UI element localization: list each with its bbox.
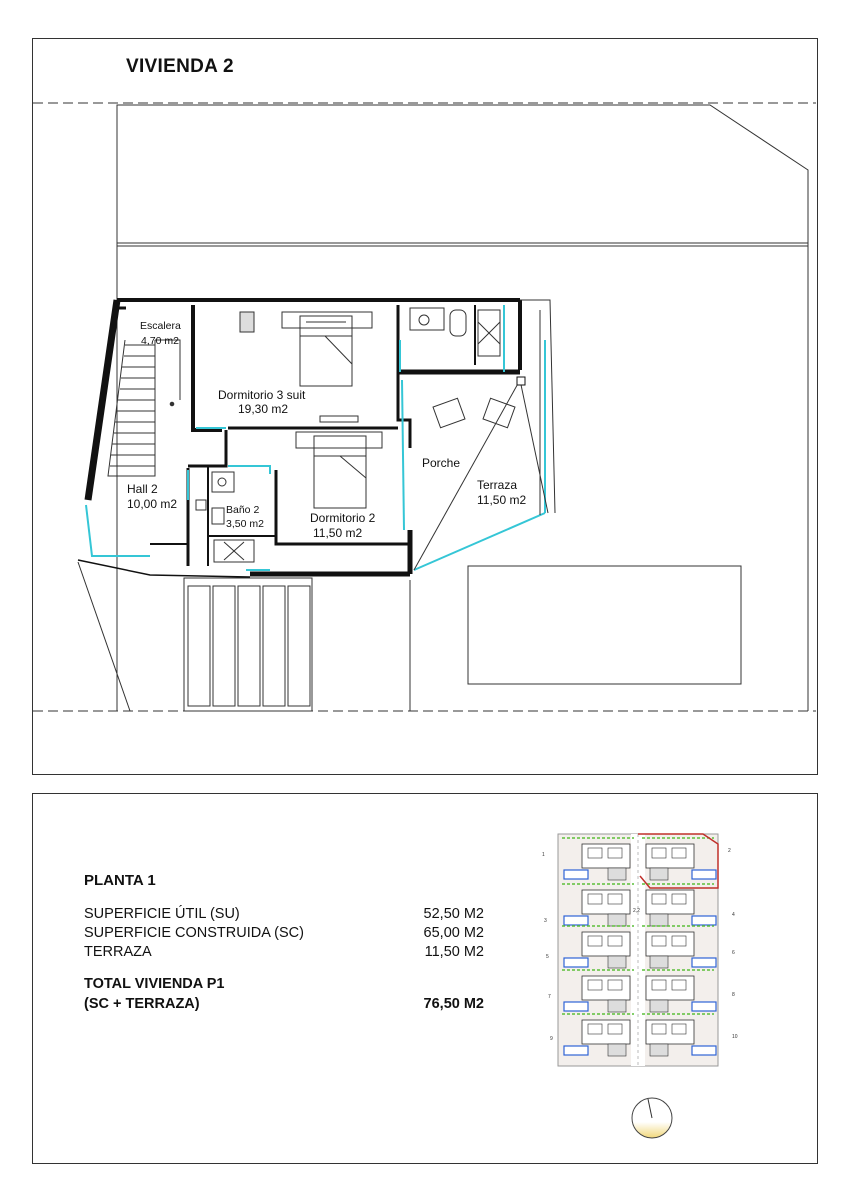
label-porche: Porche (422, 456, 461, 470)
bath-2-fixtures (196, 472, 254, 562)
summary-row (84, 943, 484, 962)
site-house (582, 1020, 630, 1044)
site-pool (692, 1002, 716, 1011)
site-pool (692, 916, 716, 925)
site-carport (650, 1000, 668, 1012)
site-carport (650, 956, 668, 968)
site-pool (564, 1002, 588, 1011)
site-carport (608, 956, 626, 968)
site-carport (608, 1000, 626, 1012)
site-house (582, 932, 630, 956)
site-house (646, 976, 694, 1000)
site-lot-number: 4 (732, 912, 735, 918)
total-row (84, 994, 484, 1014)
site-carport (650, 1044, 668, 1056)
summary-heading: PLANTA 1 (84, 872, 156, 889)
site-house (582, 844, 630, 868)
site-carport (650, 914, 668, 926)
summary-label: SUPERFICIE ÚTIL (SU) (84, 906, 240, 922)
summary-total (84, 974, 484, 1014)
site-pool (564, 870, 588, 879)
summary-value: 65,00 M2 (423, 925, 484, 941)
area-summary (84, 872, 484, 1014)
north-compass-icon (630, 1096, 674, 1140)
summary-value: 52,50 M2 (423, 906, 484, 922)
site-house (646, 844, 694, 868)
area-dormitorio-2: 11,50 m2 (313, 526, 363, 540)
area-terraza: 11,50 m2 (477, 493, 527, 507)
area-escalera: 4,70 m2 (141, 335, 179, 347)
area-dormitorio-3: 19,30 m2 (238, 402, 289, 416)
site-lot-number: 3 (544, 918, 547, 924)
site-edge-left (78, 562, 130, 711)
site-plan-thumbnail (538, 826, 748, 1076)
site-pool (692, 958, 716, 967)
site-pool (564, 916, 588, 925)
site-house (646, 890, 694, 914)
pool-outline (468, 566, 741, 684)
summary-row (84, 905, 484, 924)
total-label-sub: (SC + TERRAZA) (84, 996, 200, 1012)
site-lot-number: 5 (546, 954, 549, 960)
site-lot-number: 9 (550, 1036, 553, 1042)
area-hall-2: 10,00 m2 (127, 497, 178, 511)
porch-chairs (433, 398, 515, 428)
page-title: VIVIENDA 2 (126, 56, 234, 77)
label-hall-2: Hall 2 (127, 482, 158, 496)
summary-label: TERRAZA (84, 944, 152, 960)
site-lot-number: 1 (542, 852, 545, 858)
bed-dormitorio-2 (296, 432, 382, 508)
site-carport (608, 868, 626, 880)
site-house (646, 932, 694, 956)
total-row (84, 974, 484, 994)
site-carport (650, 868, 668, 880)
stair (108, 340, 180, 476)
label-escalera: Escalera (140, 320, 181, 332)
site-carport (608, 914, 626, 926)
site-carport (608, 1044, 626, 1056)
summary-value: 11,50 M2 (424, 944, 484, 960)
site-house (582, 976, 630, 1000)
site-plan-center-label: 2,2 (633, 908, 640, 914)
parking-area (184, 578, 312, 711)
total-value: 76,50 M2 (423, 996, 484, 1012)
site-pool (564, 1046, 588, 1055)
site-pool (692, 870, 716, 879)
site-lot-number: 6 (732, 950, 735, 956)
summary-row (84, 924, 484, 943)
site-lot-number: 2 (728, 848, 731, 854)
label-terraza: Terraza (477, 478, 518, 492)
area-bano-2: 3,50 m2 (226, 518, 264, 530)
label-dormitorio-2: Dormitorio 2 (310, 511, 376, 525)
site-lot-number: 8 (732, 992, 735, 998)
total-label: TOTAL VIVIENDA P1 (84, 976, 225, 992)
label-dormitorio-3: Dormitorio 3 suit (218, 388, 306, 402)
site-lot-number: 7 (548, 994, 551, 1000)
terrace-outline (414, 300, 555, 570)
label-bano-2: Baño 2 (226, 504, 260, 516)
site-lot-number: 10 (732, 1034, 738, 1040)
plot-outline (117, 105, 808, 711)
summary-label: SUPERFICIE CONSTRUIDA (SC) (84, 925, 304, 941)
site-house (646, 1020, 694, 1044)
master-bath-fixtures (410, 308, 500, 356)
site-house (582, 890, 630, 914)
parking-slats (188, 586, 310, 706)
site-pool (564, 958, 588, 967)
site-pool (692, 1046, 716, 1055)
